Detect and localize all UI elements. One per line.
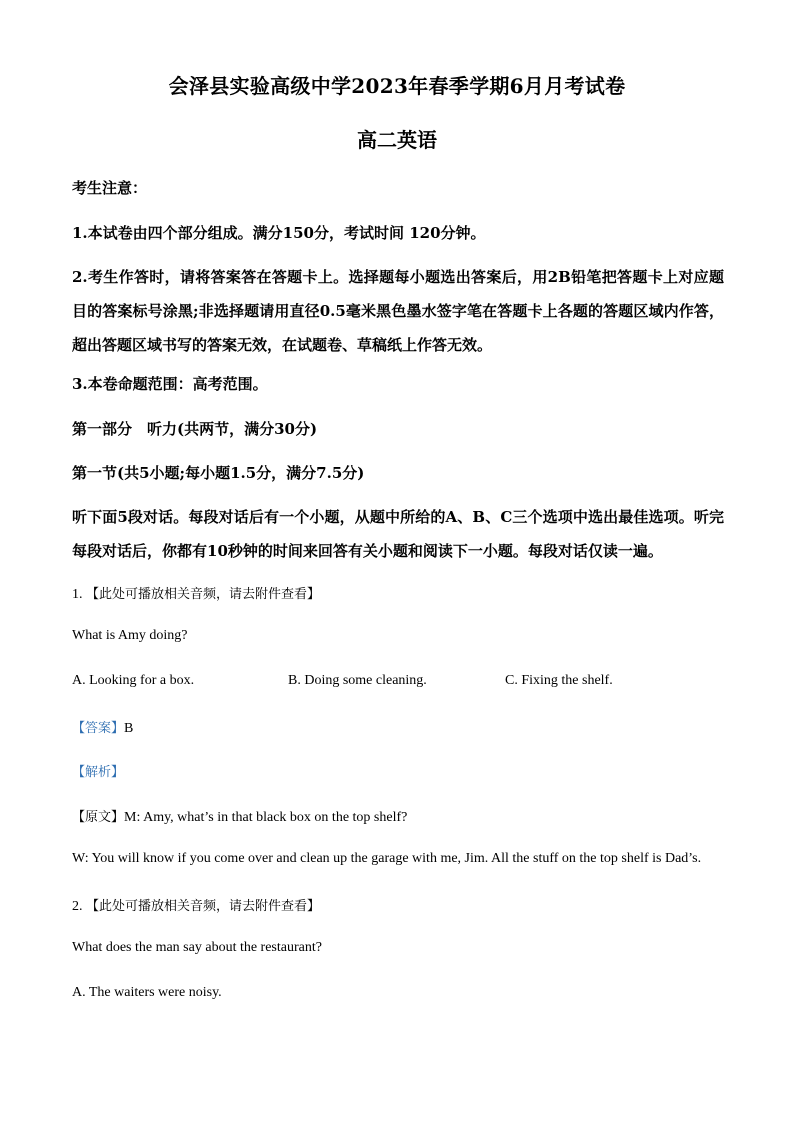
question-1-audio-note[interactable]: 【此处可播放相关音频，请去附件查看】 (86, 587, 321, 602)
question-1-number: 1. (72, 587, 83, 602)
question-1-audio-line (72, 583, 320, 603)
notice-heading: 考生注意： (72, 179, 148, 197)
exam-subtitle: 高二英语 (357, 128, 437, 152)
question-1-option-a[interactable]: A. Looking for a box. (72, 673, 195, 688)
listening-instructions: 听下面5段对话。每段对话后有一个小题，从题中所给的A、B、C三个选项中选出最佳选项。听完每段对话后，你都有10秒钟的时间来回答有关小题和阅读下一小题。每段对话仅读一遍。 (72, 508, 724, 560)
section-one-heading: 第一节(共5小题;每小题1.5分，满分7.5分) (72, 464, 365, 482)
exam-title: 会泽县实验高级中学2023年春季学期6月月考试卷 (168, 74, 626, 98)
question-1-answer (72, 717, 133, 737)
answer-value: B (124, 721, 134, 736)
notice-item-1: 1.本试卷由四个部分组成。满分150分，考试时间 120分钟。 (72, 224, 486, 242)
question-2-text: What does the man say about the restaurant? (72, 940, 322, 955)
notice-item-3: 3.本卷命题范围：高考范围。 (72, 375, 268, 393)
analysis-label: 【解析】 (72, 765, 125, 780)
part-one-heading: 第一部分 听力(共两节，满分30分) (72, 420, 318, 438)
transcript-label: 【原文】 (72, 810, 125, 825)
notice-item-2: 2.考生作答时，请将答案答在答题卡上。选择题每小题选出答案后，用2B铅笔把答题卡上对应题目的答案标号涂黑;非选择题请用直径0.5毫米黑色墨水签字笔在答题卡上各题的答题区域内作答，超出答题区域书写的答案无效，在试题卷、草稿纸上作答无效。 (72, 268, 724, 354)
answer-label: 【答案】 (72, 721, 125, 736)
question-1-transcript-m (72, 806, 407, 826)
transcript-m-line: M: Amy, what’s in that black box on the top shelf? (124, 810, 408, 825)
question-1-text: What is Amy doing? (72, 628, 188, 643)
question-2-number: 2. (72, 899, 83, 914)
question-2-audio-note[interactable]: 【此处可播放相关音频，请去附件查看】 (86, 899, 321, 914)
question-2-option-a[interactable]: A. The waiters were noisy. (72, 985, 222, 1000)
question-2-audio-line (72, 895, 320, 915)
question-1-option-b[interactable]: B. Doing some cleaning. (288, 673, 427, 688)
question-1-option-c[interactable]: C. Fixing the shelf. (505, 673, 613, 688)
question-1-transcript-w: W: You will know if you come over and clean up the garage with me, Jim. All the stuff on the top shelf is Dad’s. (72, 851, 702, 866)
question-1-analysis (72, 761, 124, 781)
